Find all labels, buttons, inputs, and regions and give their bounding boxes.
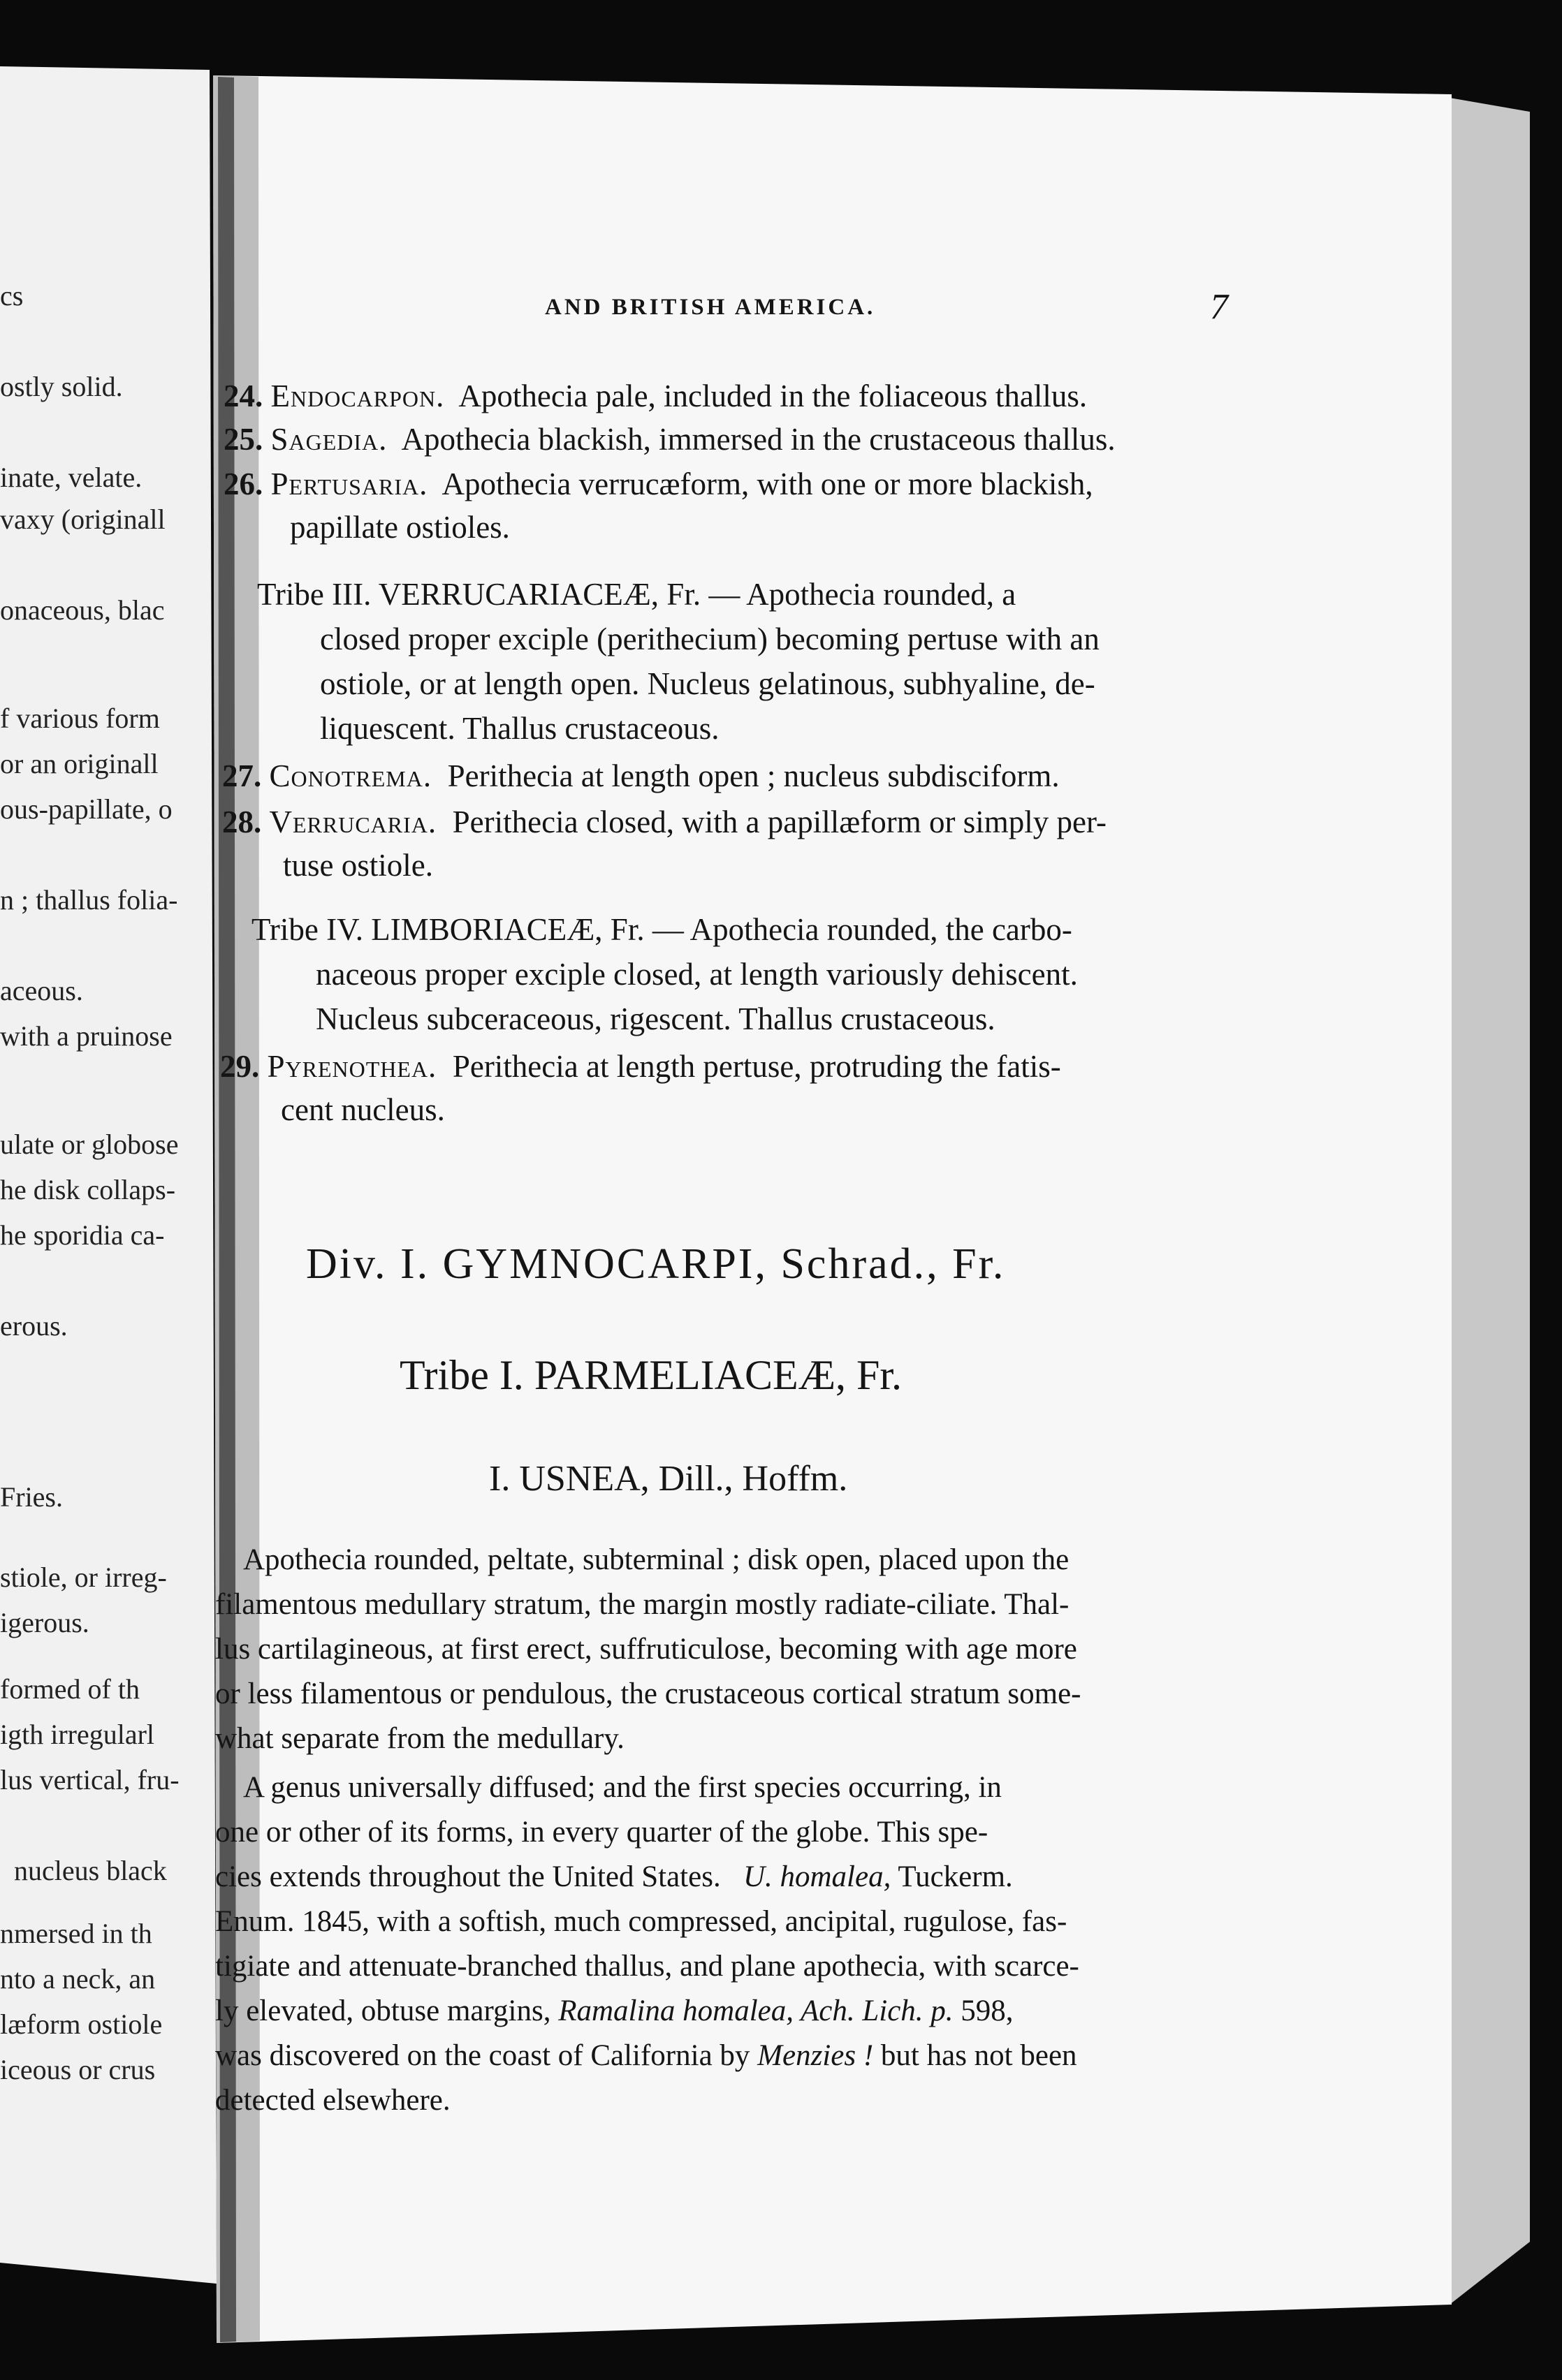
para2-text: was discovered on the coast of California by (215, 2039, 750, 2072)
tribe-3-line-1: Tribe III. VERRUCARIACEÆ, Fr. — Apothecia rounded, a (257, 577, 1016, 612)
genus-text: Apothecia blackish, immersed in the crustaceous thallus. (401, 422, 1116, 457)
tribe-4-line-3: Nucleus subceraceous, rigescent. Thallus crustaceous. (316, 1001, 995, 1036)
para2-line-7 (215, 2034, 1077, 2078)
genus-entry-24 (224, 374, 1087, 418)
division-heading: Div. I. GYMNOCARPI, Schrad., Fr. (306, 1240, 1006, 1288)
para1-line-1: Apothecia rounded, peltate, subterminal ; disk open, placed upon the (243, 1543, 1070, 1576)
para2-text: Tuckerm. (898, 1860, 1013, 1893)
left-line-21: lus vertical, fru- (0, 1764, 180, 1795)
genus-name: Verrucaria. (269, 805, 437, 839)
tribe-4-line-2: naceous proper exciple closed, at length variously dehiscent. (316, 957, 1078, 992)
left-line-15: erous. (0, 1310, 68, 1342)
left-line-17: stiole, or irreg- (0, 1562, 167, 1593)
para2-line-2: one or other of its forms, in every quarter of the globe. This spe- (215, 1816, 988, 1849)
left-line-22: nucleus black (14, 1855, 167, 1886)
genus-28-continuation: tuse ostiole. (283, 848, 433, 883)
para2-line-6 (215, 1989, 1014, 2034)
left-line-2: ostly solid. (0, 371, 123, 402)
tribe-3-line-4: liquescent. Thallus crustaceous. (320, 711, 720, 746)
left-line-24: nto a neck, an (0, 1963, 156, 1995)
genus-heading: I. USNEA, Dill., Hoffm. (489, 1459, 848, 1499)
genus-name: Conotrema. (269, 758, 432, 793)
left-line-5: onaceous, blac (0, 594, 165, 626)
left-line-20: igth irregularl (0, 1719, 155, 1750)
genus-name: Endocarpon. (270, 379, 445, 413)
left-line-13: he disk collaps- (0, 1174, 176, 1205)
left-line-14: he sporidia ca- (0, 1219, 165, 1251)
left-line-3: inate, velate. (0, 462, 143, 493)
citation: Ramalina homalea, Ach. Lich. p. (558, 1995, 954, 2027)
genus-name: Sagedia. (270, 422, 388, 457)
genus-entry-25 (224, 418, 1116, 461)
genus-number: 27. (222, 758, 262, 793)
genus-number: 28. (222, 805, 262, 839)
genus-text: Apothecia pale, included in the foliaceous thallus. (458, 379, 1088, 413)
left-line-19: formed of th (0, 1673, 140, 1705)
para2-line-5: tigiate and attenuate-branched thallus, and plane apothecia, with scarce- (215, 1950, 1079, 1983)
left-line-25: læform ostiole (0, 2008, 163, 2040)
genus-name: Pyrenothea. (267, 1049, 437, 1084)
tribe-3-line-3: ostiole, or at length open. Nucleus gelatinous, subhyaline, de- (320, 666, 1095, 701)
genus-text: Perithecia at length pertuse, protruding the fatis- (452, 1049, 1061, 1084)
genus-text: Perithecia closed, with a papillæform or simply per- (452, 805, 1107, 839)
left-line-9: n ; thallus folia- (0, 884, 178, 916)
page-number: 7 (1210, 287, 1228, 327)
genus-entry-29 (220, 1045, 1061, 1088)
left-line-7: or an originall (0, 748, 159, 779)
genus-number: 29. (220, 1049, 260, 1084)
para2-text: cies extends throughout the United States. (215, 1860, 721, 1893)
tribe-3-line-2: closed proper exciple (perithecium) becoming pertuse with an (320, 622, 1100, 656)
genus-29-continuation: cent nucleus. (281, 1092, 445, 1127)
genus-26-continuation: papillate ostioles. (290, 510, 510, 545)
left-line-4: vaxy (originall (0, 504, 166, 535)
para1-line-4: or less filamentous or pendulous, the crustaceous cortical stratum some- (215, 1677, 1081, 1710)
left-line-1: cs (0, 280, 24, 311)
para2-text: 598, (961, 1995, 1014, 2027)
left-line-12: ulate or globose (0, 1129, 179, 1160)
left-line-10: aceous. (0, 975, 83, 1006)
para1-line-5: what separate from the medullary. (215, 1722, 625, 1755)
para2-text: ly elevated, obtuse margins, (215, 1995, 551, 2027)
left-line-6: f various form (0, 703, 160, 734)
para2-line-4: Enum. 1845, with a softish, much compressed, ancipital, rugulose, fas- (215, 1905, 1067, 1938)
genus-number: 24. (224, 379, 263, 413)
left-line-23: nmersed in th (0, 1918, 152, 1949)
para2-line-3 (215, 1855, 1013, 1900)
genus-text: Perithecia at length open ; nucleus subdisciform. (447, 758, 1060, 793)
collector-name: Menzies ! (757, 2039, 874, 2072)
genus-number: 26. (224, 467, 263, 501)
para2-text: but has not been (880, 2039, 1077, 2072)
genus-entry-26 (224, 462, 1093, 506)
left-line-26: iceous or crus (0, 2054, 156, 2085)
species-name: U. homalea, (743, 1860, 891, 1893)
running-title: AND BRITISH AMERICA. (545, 295, 876, 320)
left-line-11: with a pruinose (0, 1020, 173, 1052)
left-line-8: ous-papillate, o (0, 793, 173, 825)
tribe-4-line-1: Tribe IV. LIMBORIACEÆ, Fr. — Apothecia rounded, the carbo- (251, 912, 1072, 947)
left-line-18: igerous. (0, 1607, 89, 1638)
para2-line-8: detected elsewhere. (215, 2084, 451, 2117)
tribe-heading: Tribe I. PARMELIACEÆ, Fr. (400, 1352, 903, 1398)
genus-entry-28 (222, 800, 1107, 844)
para1-line-3: lus cartilagineous, at first erect, suffruticulose, becoming with age more (215, 1633, 1077, 1666)
genus-name: Pertusaria. (270, 467, 428, 501)
left-line-16: Fries. (0, 1481, 63, 1513)
page-stack-edge (1450, 98, 1530, 2305)
genus-entry-27 (222, 754, 1060, 798)
genus-number: 25. (224, 422, 263, 457)
genus-text: Apothecia verrucæform, with one or more blackish, (441, 467, 1093, 501)
para2-line-1: A genus universally diffused; and the first species occurring, in (243, 1771, 1002, 1804)
para1-line-2: filamentous medullary stratum, the margin mostly radiate-ciliate. Thal- (215, 1588, 1070, 1621)
